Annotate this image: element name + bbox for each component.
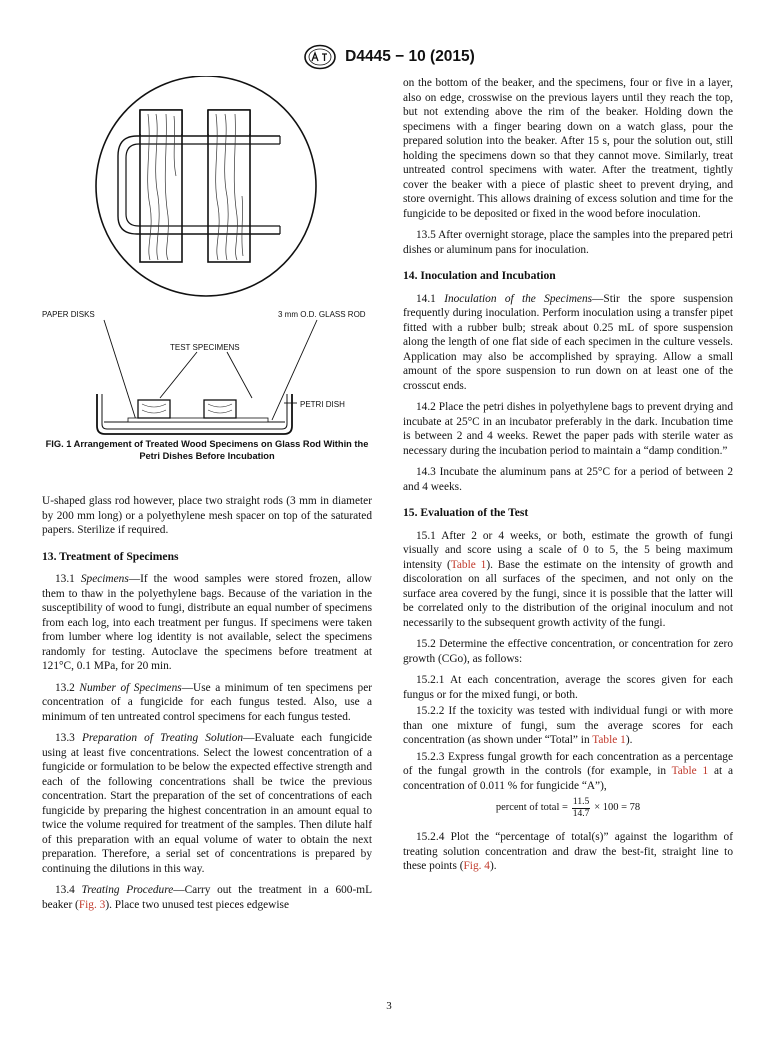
link-table-1[interactable]: Table 1	[450, 558, 487, 571]
astm-logo-icon	[303, 44, 337, 70]
link-table-1[interactable]: Table 1	[671, 765, 709, 777]
section-14-heading: 14. Inoculation and Incubation	[403, 269, 556, 282]
label-test-specimens: TEST SPECIMENS	[170, 343, 240, 352]
figure-1-drawing	[42, 76, 372, 436]
document-id: D4445 − 10 (2015)	[345, 48, 475, 65]
section-15-heading: 15. Evaluation of the Test	[403, 506, 529, 519]
label-paper-disks: PAPER DISKS	[42, 310, 95, 319]
link-fig-3[interactable]: Fig. 3	[78, 898, 106, 911]
figure-1-caption: FIG. 1 Arrangement of Treated Wood Specimens on Glass Rod Within the Petri Dishes Before Incubation	[45, 439, 369, 461]
link-fig-4[interactable]: Fig. 4	[463, 860, 490, 872]
paragraph-15-1: 15.1 After 2 or 4 weeks, or both, estimate the growth of fungi visually and score using a scale of 0 to 5, the 5 being maximum intensity (Table 1). Base the estimate on the intensity of growth and discoloration on all surfaces of the specimen, and not only on the surface area covered by the fungi, since it is possible that the latter will be correlated only to the distribution of the original inoculum and not necessarily to the subsequent growth activity of the fungi.	[403, 529, 733, 629]
link-table-1[interactable]: Table 1	[592, 734, 626, 746]
paragraph-15-2-2: 15.2.2 If the toxicity was tested with individual fungi or with more than one mixture of fungi, sum the average scores for each concentration (as shown under “Total” in Table 1).	[403, 705, 733, 746]
paragraph-14-1: 14.1 Inoculation of the Specimens—Stir the spore suspension frequently during inoculation. Perform inoculation using a transfer pipet fitted with a rubber bulb; streak about 0.25 mL of spore suspension along the length of one flat side of each specimen in the culture vessels. Application may also be accomplished by spraying. Allow a small amount of the spore suspension to run down on at least one of the crosscut ends.	[403, 292, 733, 392]
paragraph-15-2-1: 15.2.1 At each concentration, average the scores given for each fungus or for the mixed fungi, or both.	[403, 674, 733, 701]
paragraph-13-4: 13.4 Treating Procedure—Carry out the treatment in a 600-mL beaker (Fig. 3). Place two unused test pieces edgewise	[42, 884, 372, 911]
paragraph-13-1: 13.1 Specimens—If the wood samples were stored frozen, allow them to thaw in the polyethylene bags. Because of the variation in the susceptibility of wood to fungi, distribute an equal number of specimens from each log, into each treatment per fungus. If specimens were taken from lumber where log identity is not available, select the specimens randomly for testing. Autoclave the specimens before treatment at 121°C, 0.1 MPa, for 20 min.	[42, 573, 373, 672]
label-glass-rod: 3 mm O.D. GLASS ROD	[278, 310, 366, 319]
paragraph-14-3: 14.3 Incubate the aluminum pans at 25°C for a period of between 2 and 4 weeks.	[403, 466, 733, 493]
page-number: 3	[386, 1000, 392, 1012]
paragraph-13-5: 13.5 After overnight storage, place the samples into the prepared petri dishes or aluminum pans for inoculation.	[403, 229, 733, 256]
paragraph-13-3: 13.3 Preparation of Treating Solution—Evaluate each fungicide using at least five concentrations. Select the lowest concentration of a fungicide or formulation to be below the expected effective strength and each of the following concentrations shall be twice the previous concentration. Start the preparation of the set of concentrations of each fungicide by preparing the highest concentration in an amount equal to twice the volume required for treatment of the samples. Then dilute half of this preparation with an equal volume of water to obtain the next preparation. Therefore, a serial set of concentrations is prepared by continuing the dilutions in this way.	[42, 732, 372, 875]
left-column	[42, 76, 372, 919]
percent-equation: percent of total = $\frac{11.5}{14.7}$ × 100 = 78	[495, 797, 641, 819]
paragraph-14-2: 14.2 Place the petri dishes in polyethylene bags to prevent drying and incubate at 25°C in an incubator preferably in the dark. Incubation time is between 2 and 4 weeks. Rewet the paper pads with sterile water as necessary during the incubation period to maintain a “damp condition.”	[403, 401, 733, 457]
section-13-heading: 13. Treatment of Specimens	[42, 549, 179, 563]
fraction: $\frac{11.5}{14.7}$	[572, 797, 590, 819]
paragraph-13-4-continued: on the bottom of the beaker, and the specimens, four or five in a layer, also on edge, crosswise on the previous layers until they reach the top, but not extending above the rim of the beaker. Holding down the specimens with a finger bearing down on a watch glass, pour the prepared solution into the beaker. After 15 s, pour the solution out, still holding the specimens down so that they cannot move. Similarly, treat untreated control specimens with water. After the treatment, tightly cover the beaker with a piece of plastic sheet to prevent drying, and store overnight. This allows draining of excess solution and time for the fungicide to be deposited or fixed in the wood before inoculation.	[403, 77, 733, 220]
label-petri-dish: PETRI DISH	[300, 400, 345, 409]
page-header	[0, 42, 778, 72]
paragraph-15-2-4: 15.2.4 Plot the “percentage of total(s)” against the logarithm of treating solution concentration and draw the best-fit, straight line to these points (Fig. 4).	[403, 831, 733, 872]
right-column	[403, 76, 733, 881]
figure-1	[42, 76, 372, 436]
paragraph-13-2: 13.2 Number of Specimens—Use a minimum of ten specimens per concentration of a fungicide for each fungus tested. Also, use a minimum of ten untreated control specimens for each fungus tested.	[42, 681, 373, 723]
paragraph-15-2-3: 15.2.3 Express fungal growth for each concentration as a percentage of the fungal growth in the controls (for example, in Table 1 at a concentration of 0.011 % for fungicide “A”),	[403, 750, 733, 792]
paragraph-15-2: 15.2 Determine the effective concentration, or concentration for zero growth (CGo), as follows:	[403, 638, 733, 665]
intro-paragraph: U-shaped glass rod however, place two straight rods (3 mm in diameter by 200 mm long) or a polyethylene mesh spacer on top of the saturated papers. Sterilize if required.	[42, 495, 372, 536]
